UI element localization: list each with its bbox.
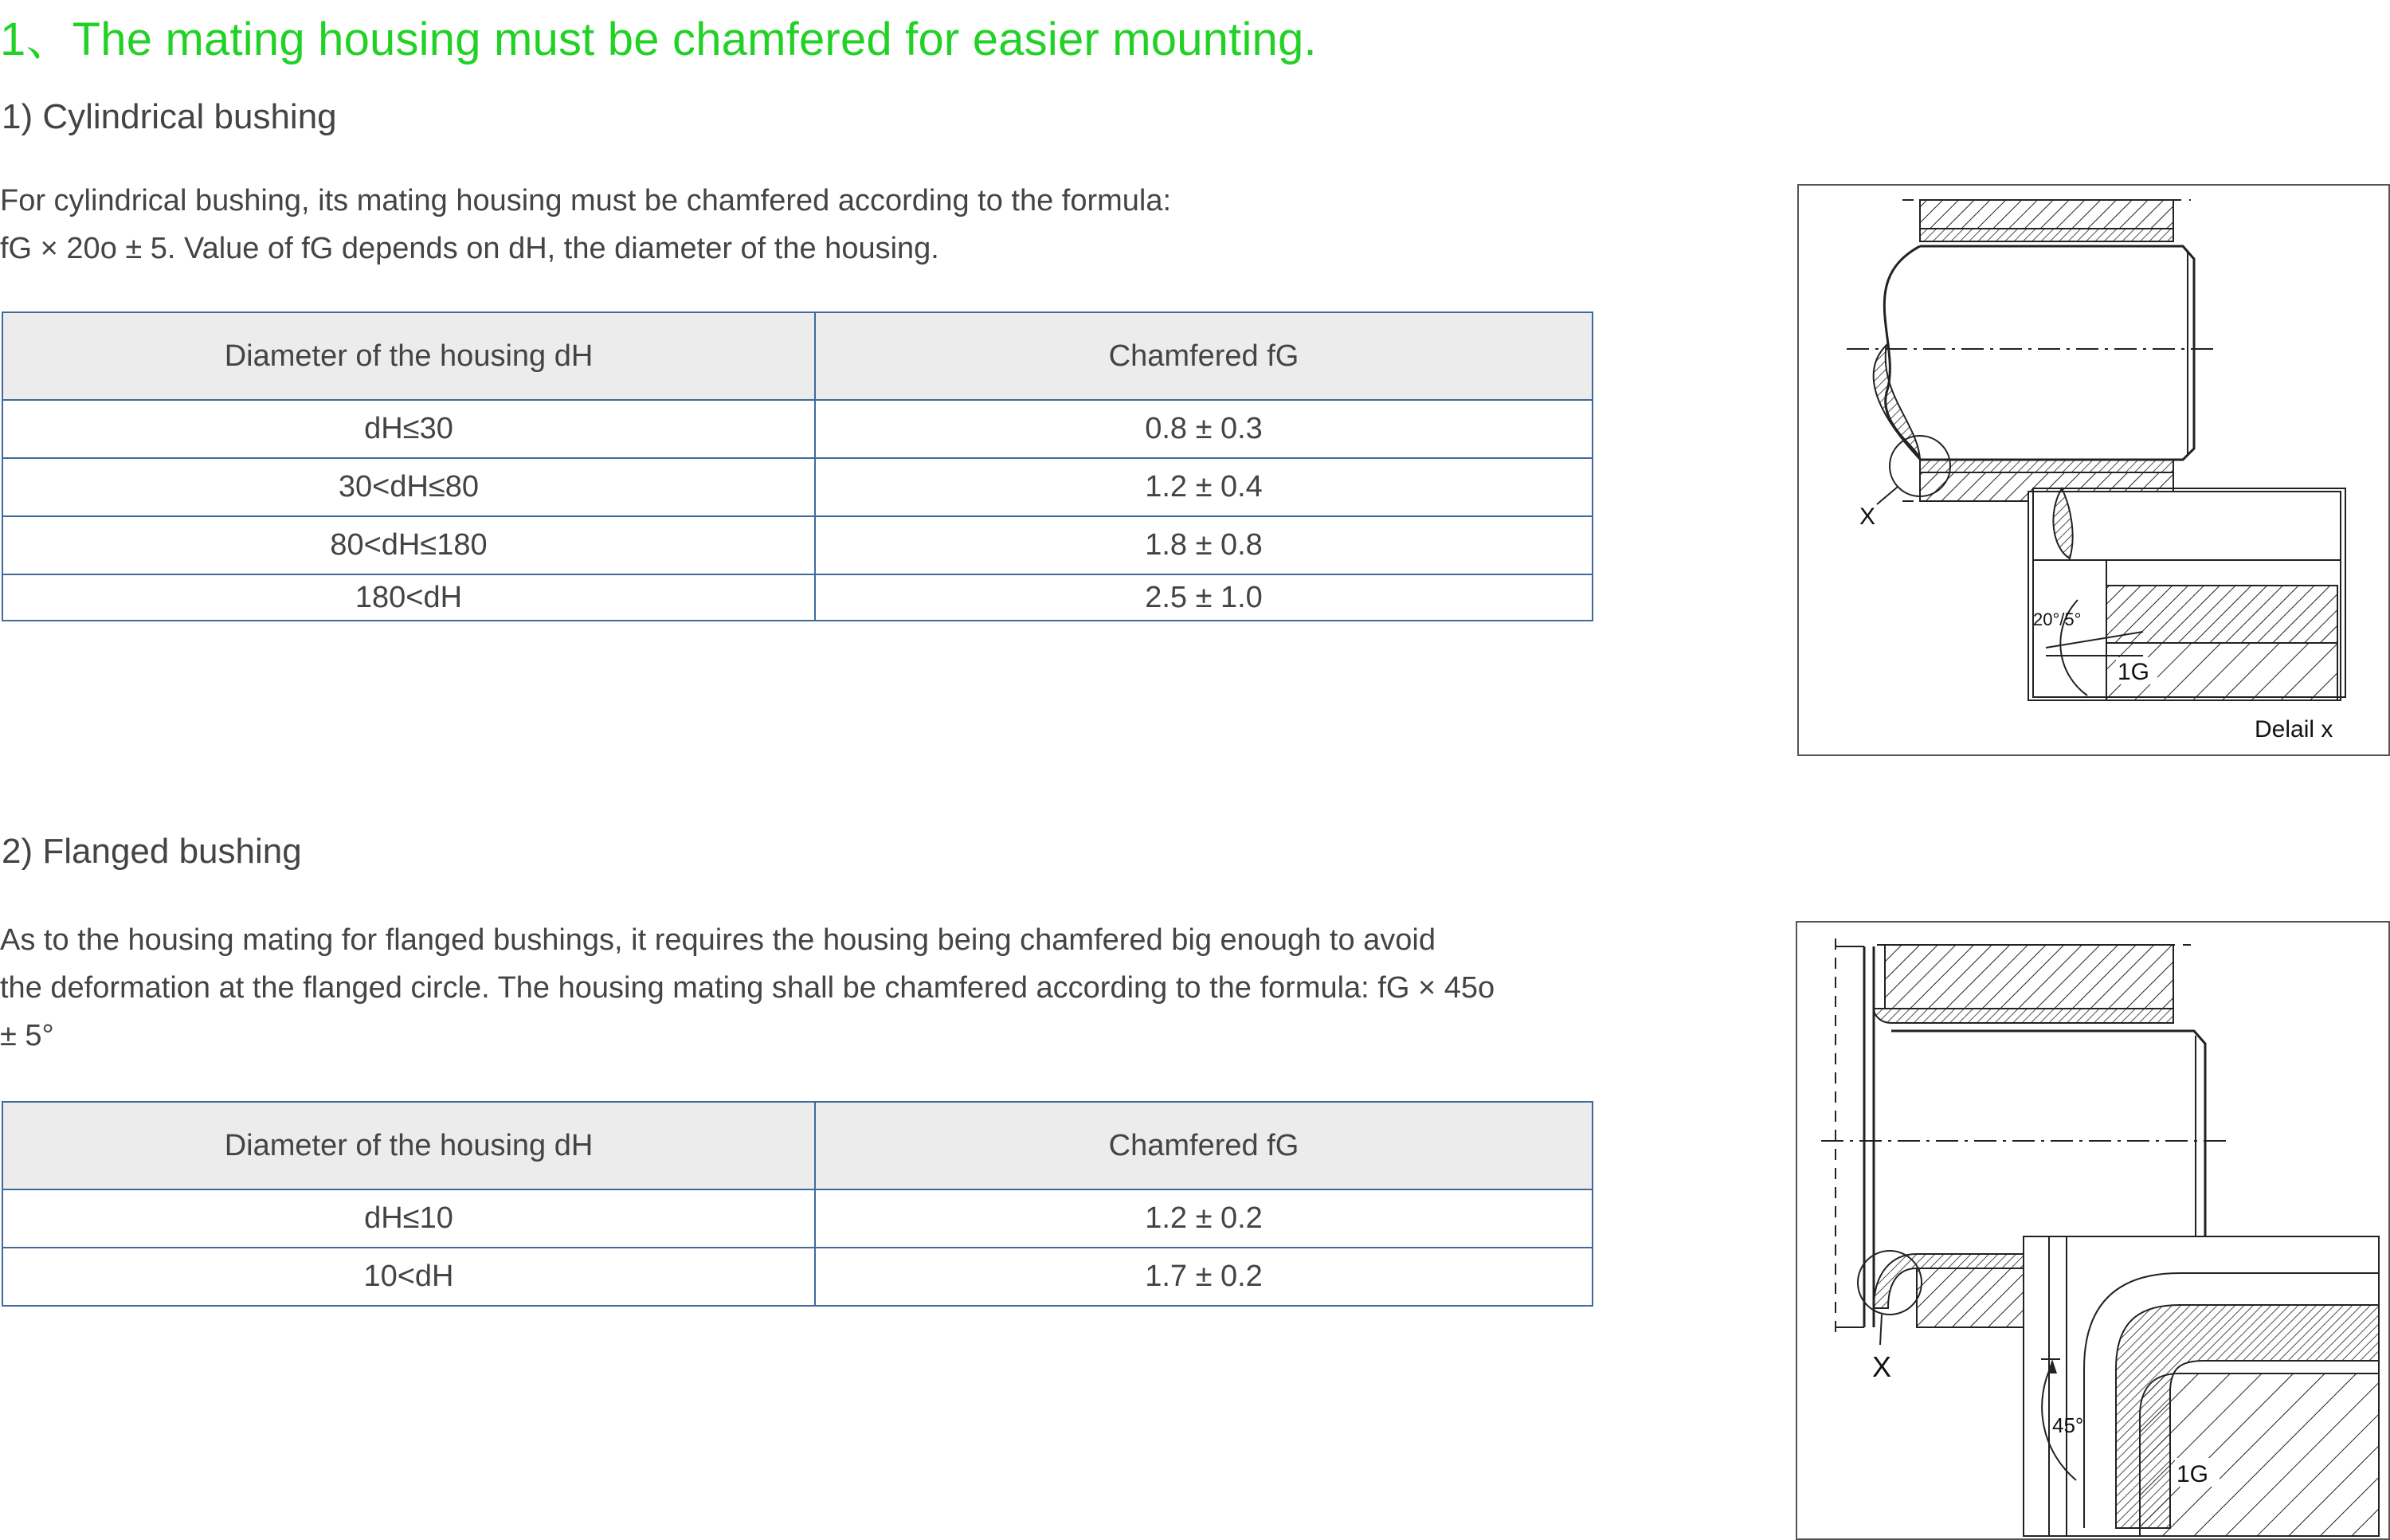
diameter-cell: 30<dH≤80 bbox=[2, 458, 815, 516]
table-row bbox=[2, 458, 1593, 516]
cylindrical-chamfer-table bbox=[2, 312, 1593, 621]
section-heading-flanged: 2) Flanged bushing bbox=[2, 832, 302, 871]
diameter-cell: dH≤30 bbox=[2, 400, 815, 458]
chamfer-cell: 1.2 ± 0.4 bbox=[815, 458, 1593, 516]
page-title: 1、The mating housing must be chamfered for easier mounting. bbox=[0, 14, 1317, 65]
flanged-description-line3: ± 5° bbox=[0, 1019, 54, 1052]
cylindrical-bushing-drawing bbox=[1797, 184, 2390, 756]
table-row bbox=[2, 574, 1593, 621]
chamfer-label: 1G bbox=[2118, 659, 2150, 685]
flanged-chamfer-table bbox=[2, 1101, 1593, 1307]
housing-top bbox=[1885, 945, 2173, 1009]
flanged-description-line2: the deformation at the flanged circle. The housing mating shall be chamfered according to the formula: fG × 45o bbox=[0, 971, 1495, 1005]
cylindrical-description-line2: fG × 20o ± 5. Value of fG depends on dH, the diameter of the housing. bbox=[0, 232, 939, 265]
table-header-row bbox=[2, 1102, 1593, 1189]
housing-top bbox=[1920, 200, 2173, 229]
table-row bbox=[2, 400, 1593, 458]
diameter-cell: 80<dH≤180 bbox=[2, 516, 815, 574]
diameter-cell: 10<dH bbox=[2, 1248, 815, 1306]
table-row bbox=[2, 1189, 1593, 1248]
angle-label: 20°/5° bbox=[2033, 609, 2082, 629]
angle-label: 45° bbox=[2052, 1413, 2084, 1437]
chamfer-label: 1G bbox=[2176, 1461, 2209, 1487]
cylindrical-description-line1: For cylindrical bushing, its mating housing must be chamfered according to the formula: bbox=[0, 184, 1172, 217]
shaft-outline bbox=[1920, 246, 2194, 460]
detail-mark-x: X bbox=[1872, 1350, 1892, 1383]
flanged-description-line1: As to the housing mating for flanged bushings, it requires the housing being chamfered big enough to avoid bbox=[0, 923, 1436, 957]
column-header-chamfer: Chamfered fG bbox=[815, 1102, 1593, 1189]
cylindrical-bushing-svg bbox=[1799, 186, 2388, 754]
section-heading-cylindrical: 1) Cylindrical bushing bbox=[2, 97, 337, 136]
chamfer-cell: 0.8 ± 0.3 bbox=[815, 400, 1593, 458]
chamfer-cell: 1.8 ± 0.8 bbox=[815, 516, 1593, 574]
diameter-cell: dH≤10 bbox=[2, 1189, 815, 1248]
figure-caption: Delail x bbox=[2255, 716, 2333, 743]
flanged-bushing-svg bbox=[1797, 923, 2388, 1538]
diameter-cell: 180<dH bbox=[2, 574, 815, 621]
bushing-top bbox=[1920, 229, 2173, 241]
chamfer-cell: 2.5 ± 1.0 bbox=[815, 574, 1593, 621]
column-header-chamfer: Chamfered fG bbox=[815, 312, 1593, 400]
detail-mark-x: X bbox=[1859, 504, 1876, 530]
table-header-row bbox=[2, 312, 1593, 400]
column-header-diameter: Diameter of the housing dH bbox=[2, 1102, 815, 1189]
column-header-diameter: Diameter of the housing dH bbox=[2, 312, 815, 400]
flanged-bushing-drawing bbox=[1796, 921, 2390, 1540]
chamfer-cell: 1.2 ± 0.2 bbox=[815, 1189, 1593, 1248]
chamfer-cell: 1.7 ± 0.2 bbox=[815, 1248, 1593, 1306]
table-row bbox=[2, 516, 1593, 574]
table-row bbox=[2, 1248, 1593, 1306]
